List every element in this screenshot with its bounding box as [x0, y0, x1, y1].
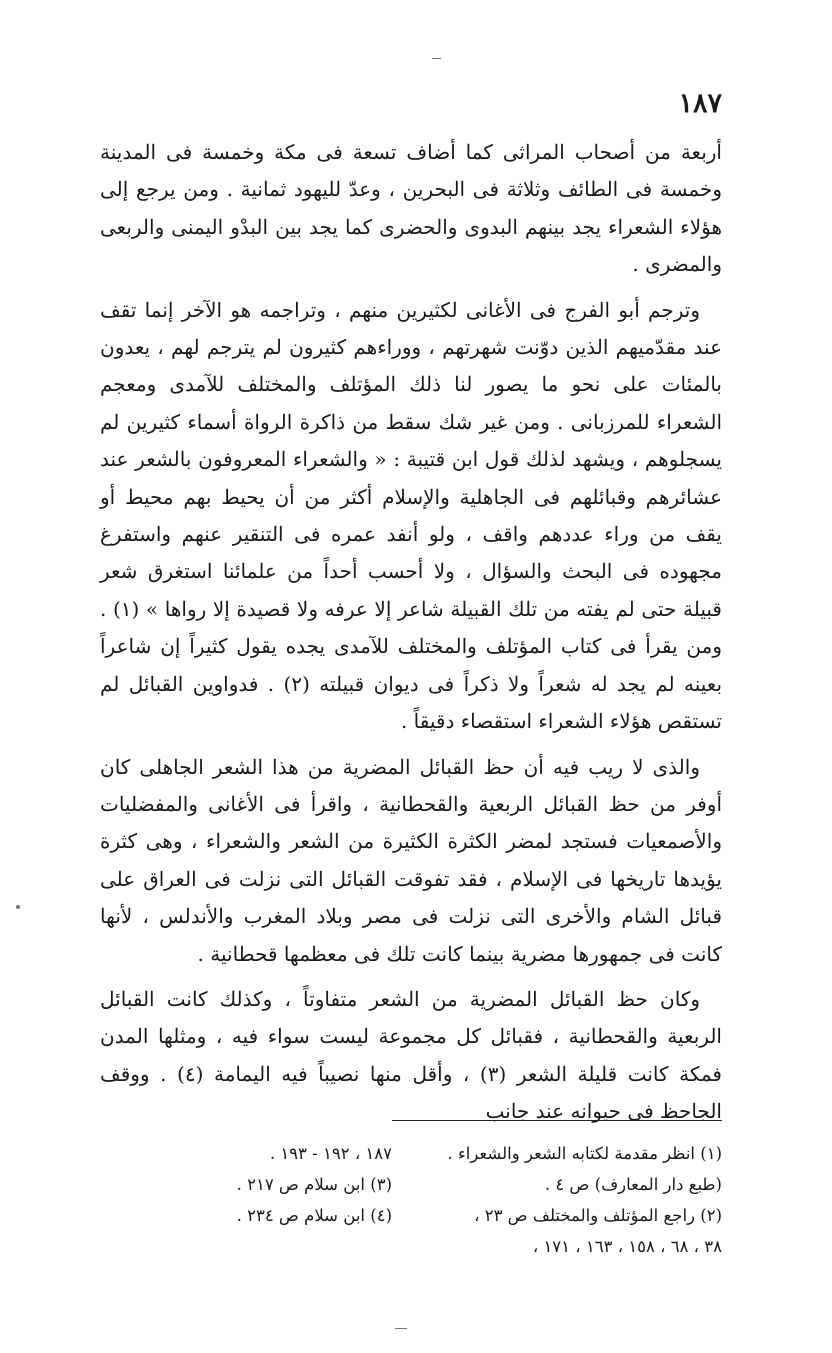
paragraph-2: وترجم أبو الفرج فى الأغانى لكثيرين منهم ، وتراجمه هو الآخر إنما تقف عند مقدّميهم الذين دوّنت شهرتهم ، ووراءهم كثيرون لم يترجم لهم ، يعدون بالمئات على نحو ما يصور لنا ذلك المؤتلف والمختلف للآمدى ومعجم الشعراء للمرزبانى . ومن غير شك سقط من ذاكرة الرواة أسماء كثيرين لم يسجلوهم ، ويشهد لذلك قول ابن قتيبة : « والشعراء المعروفون بالشعر عند عشائرهم وقبائلهم فى الجاهلية والإسلام أكثر من أن يحيط بهم محيط أو يقف من وراء عددهم واقف ، ولو أنفد عمره فى التنقير عنهم واستفرغ مجهوده فى البحث والسؤال ، ولا أحسب أحداً من علمائنا استغرق شعر قبيلة حتى لم يفته من تلك القبيلة شاعر إلا عرفه ولا قصيدة إلا رواها » (١) . ومن يقرأ فى كتاب المؤتلف والمختلف للآمدى يجده يقول كثيراً إن شاعراً بعينه لم يجد له شعراً ولا ذكراً فى ديوان قبيلته (٢) . فدواوين القبائل لم تستقص هؤلاء الشعراء استقصاء دقيقاً . — [100, 297, 723, 734]
paragraph-1: أربعة من أصحاب المراثى كما أضاف تسعة فى مكة وخمسة فى المدينة وخمسة فى الطائف وثلاثة فى البحرين ، وعدّ لليهود ثمانية . ومن يرجع إلى هؤلاء الشعراء يجد بينهم البدوى والحضرى كما يجد بين البدْو اليمنى والربعى والمضرى . — [100, 140, 722, 277]
scan-speck — [16, 905, 20, 909]
footnote-line: (٤) ابن سلام ص ٢٣٤ . — [236, 1206, 392, 1225]
scan-speck — [432, 58, 441, 59]
footnotes-left-column — [100, 1138, 392, 1231]
footnote-line: (طبع دار المعارف) ص ٤ . — [544, 1175, 722, 1194]
paragraph-3: والذى لا ريب فيه أن حظ القبائل المضرية من هذا الشعر الجاهلى كان أوفر من حظ القبائل الربعية والقحطانية ، واقرأ فى الأغانى والمفضليات والأصمعيات فستجد لمضر الكثرة الكثيرة من الشعر والشعراء ، وهى كثرة يؤيدها تاريخها فى الإسلام ، فقد تفوقت القبائل التى نزلت فى العراق على قبائل الشام والأخرى التى نزلت فى مصر وبلاد المغرب والأندلس ، لأنها كانت فى جمهورها مضرية بينما كانت تلك فى معظمها قحطانية . — [100, 754, 723, 966]
footnote-continuation: ٣٨ ، ٦٨ ، ١٥٨ ، ١٦٣ ، ١٧١ ، — [532, 1237, 722, 1256]
footnotes-right-column — [392, 1138, 722, 1231]
footnote-line: (١) انظر مقدمة لكتابه الشعر والشعراء . — [447, 1144, 722, 1163]
page-number: ١٨٧ — [678, 88, 722, 119]
scan-speck — [395, 1328, 407, 1329]
body-text — [100, 134, 722, 1139]
book-page — [100, 86, 722, 1326]
footnotes — [100, 1138, 722, 1262]
footnote-line: (٢) راجع المؤتلف والمختلف ص ٢٣ ، — [474, 1206, 722, 1225]
footnote-line: (٣) ابن سلام ص ٢١٧ . — [236, 1175, 392, 1194]
paragraph-4: وكان حظ القبائل المضرية من الشعر متفاوتاً ، وكذلك كانت القبائل الربعية والقحطانية ، فقبائل كل مجموعة ليست سواء فيه ، ومثلها المدن فمكة كانت قليلة الشعر (٣) ، وأقل منها نصيباً فيه اليمامة (٤) . ووقف الجاحظ فى حيوانه عند جانب — [100, 986, 722, 1124]
footnote-line: ١٨٧ ، ١٩٢ - ١٩٣ . — [269, 1144, 392, 1163]
footnote-divider — [392, 1120, 722, 1121]
